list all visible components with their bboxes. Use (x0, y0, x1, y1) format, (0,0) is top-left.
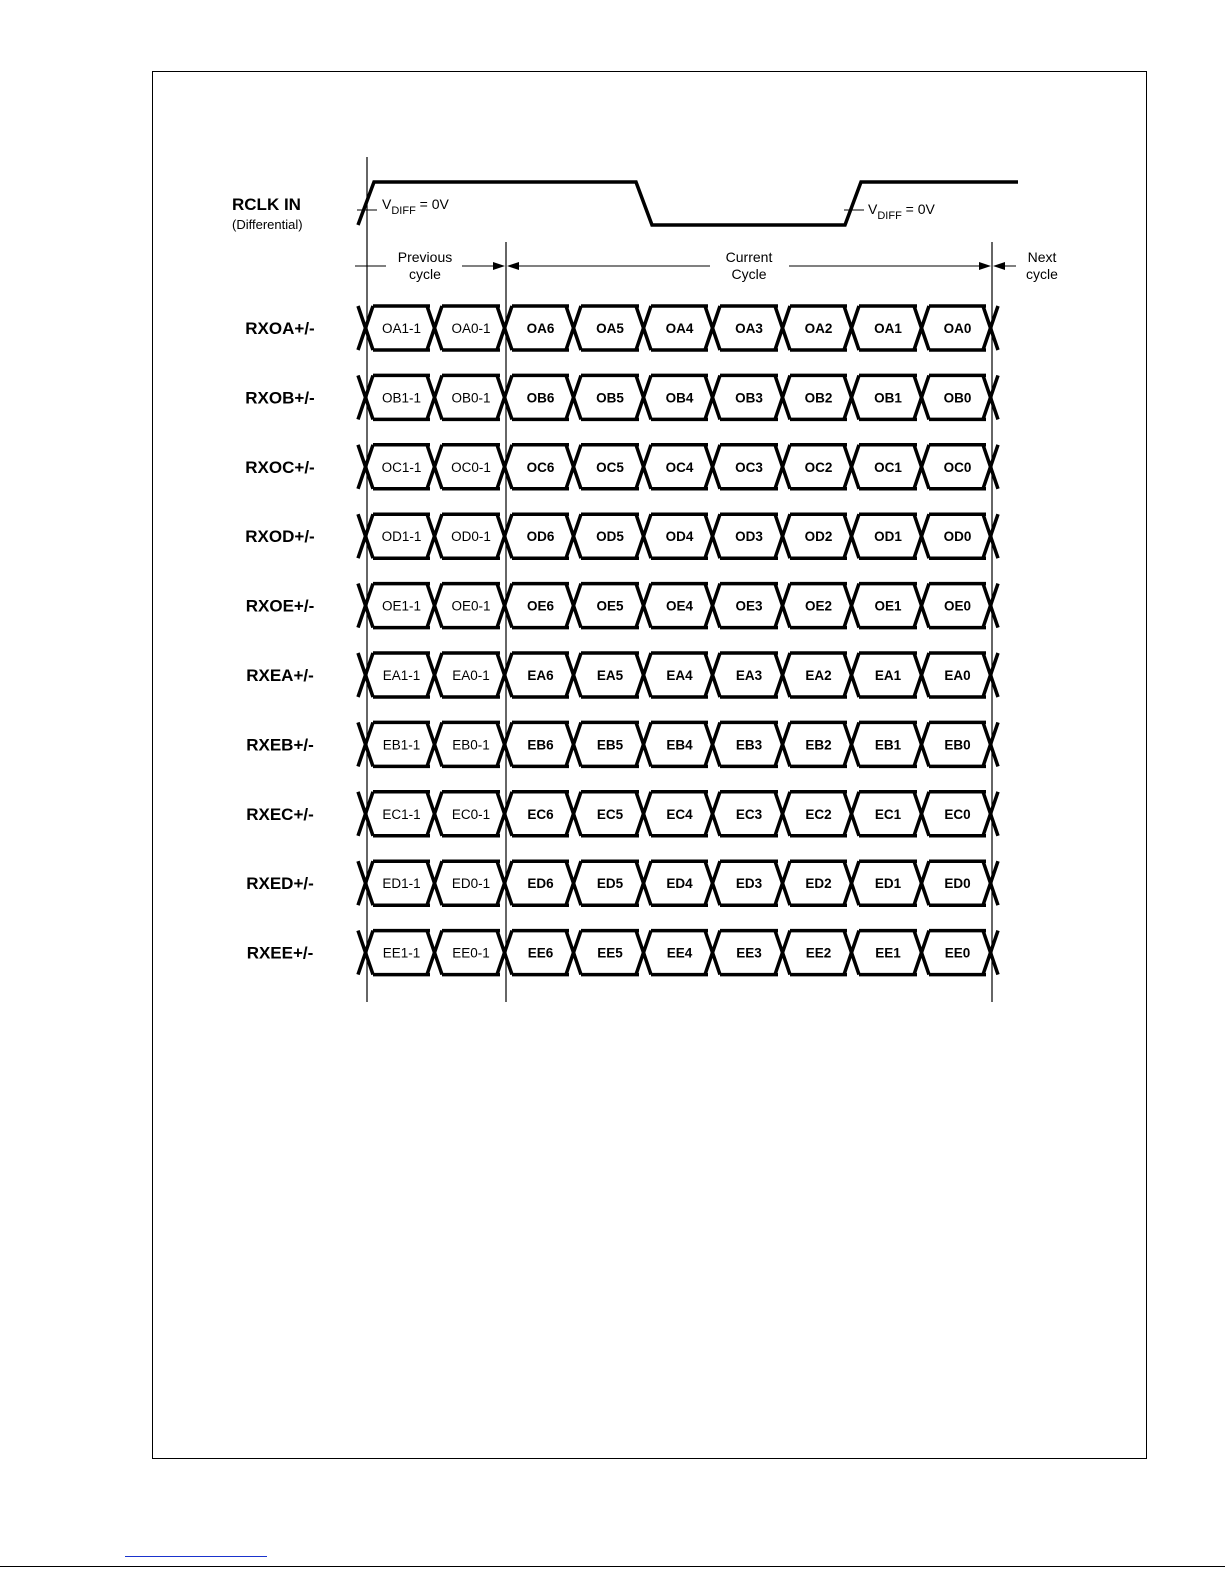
bit-label: EC0 (944, 806, 971, 822)
bit-label: ED1 (874, 876, 902, 892)
bit-label: OD5 (596, 529, 624, 545)
bit-label: OC4 (665, 459, 694, 475)
bit-label: ED1-1 (382, 876, 421, 892)
bit-label: EA3 (735, 668, 763, 683)
vdiff-rest: = 0V (901, 201, 935, 217)
previous-cycle-label: cycle (409, 266, 441, 282)
bit-label: EC6 (527, 806, 554, 822)
bit-label: EA1 (874, 668, 902, 683)
next-cycle-label: Next (1027, 249, 1057, 265)
bit-label: OC0-1 (451, 459, 491, 475)
bit-label: EB6 (527, 737, 554, 753)
bit-label: EB2 (805, 737, 832, 753)
bit-label: EC0-1 (451, 806, 491, 822)
bit-label: OA0-1 (451, 321, 491, 336)
channel-label: RXEB+/- (246, 735, 314, 755)
bit-label: EE4 (666, 945, 693, 961)
channel-label: RXOE+/- (245, 596, 315, 616)
bit-label: OC6 (526, 459, 555, 475)
current-cycle-label: Current (725, 249, 773, 265)
arrow-head (493, 262, 505, 270)
bit-label: OC1-1 (381, 459, 422, 475)
bit-label: EA4 (666, 668, 693, 683)
bit-label: EC5 (596, 806, 624, 822)
bottom-rule (0, 1566, 1225, 1567)
bit-label: OD6 (526, 529, 555, 545)
bit-label: OE0-1 (451, 598, 491, 614)
current-cycle-label: Cycle (731, 266, 767, 282)
bit-label: EE2 (805, 945, 832, 961)
bit-label: EB5 (596, 737, 624, 753)
bit-label: EE1-1 (382, 945, 421, 961)
bit-label: OB1 (874, 390, 902, 406)
bit-label: OB0-1 (451, 390, 491, 406)
vdiff-v: V (868, 201, 878, 217)
previous-cycle-label: Previous (397, 249, 453, 265)
bit-label: EA0 (944, 668, 971, 683)
bit-label: OB1-1 (381, 390, 422, 406)
bit-label: EE3 (736, 945, 762, 961)
bit-label: EC4 (666, 806, 693, 822)
bit-label: EA2 (805, 668, 832, 683)
vdiff-v: V (382, 196, 392, 212)
channel-label: RXOB+/- (245, 388, 315, 408)
channel-label: RXEA+/- (246, 666, 314, 685)
bit-label: OC2 (804, 459, 833, 475)
bit-label: ED3 (735, 876, 763, 892)
next-cycle-label: cycle (1026, 266, 1058, 282)
bit-label: EB3 (735, 737, 763, 753)
bit-label: ED2 (805, 876, 832, 892)
arrow-head (507, 262, 519, 270)
arrow-head (993, 262, 1005, 270)
bit-label: EE0 (944, 945, 971, 961)
bit-label: EE0-1 (452, 945, 490, 961)
bit-label: EE5 (597, 945, 623, 961)
bit-label: OE6 (526, 598, 555, 614)
bit-label: EC3 (735, 806, 763, 822)
bit-label: OB4 (665, 390, 694, 406)
bit-label: EA6 (527, 668, 554, 683)
bit-label: ED0-1 (451, 876, 491, 892)
bit-label: ED5 (596, 876, 624, 892)
channel-label: RXOC+/- (245, 457, 315, 477)
bit-label: OE5 (596, 598, 624, 614)
bit-label: OA1 (874, 321, 902, 336)
bit-label: OA2 (804, 321, 833, 336)
bit-label: OD0-1 (451, 529, 491, 545)
footer-link-line (125, 1556, 267, 1557)
bit-label: OB5 (596, 390, 624, 406)
bit-label: EA0-1 (452, 668, 490, 683)
bit-label: EB0 (944, 737, 971, 753)
bit-label: OB3 (735, 390, 763, 406)
channel-label: RXED+/- (246, 874, 314, 894)
bit-label: EB0-1 (452, 737, 490, 753)
bit-label: ED6 (527, 876, 554, 892)
bit-label: OE1 (874, 598, 902, 614)
bit-label: EE6 (527, 945, 554, 961)
channel-label: RXEC+/- (246, 804, 314, 824)
bit-label: OA3 (735, 321, 763, 336)
bit-label: OE1-1 (381, 598, 422, 614)
bit-label: OA6 (526, 321, 555, 336)
bit-label: OB6 (526, 390, 555, 406)
bit-label: ED0 (944, 876, 971, 892)
vdiff-sub: DIFF (877, 210, 902, 222)
bit-label: EC1-1 (382, 806, 421, 822)
clock-sub: (Differential) (232, 217, 303, 232)
bit-label: OE4 (665, 598, 694, 614)
bit-label: OD1-1 (381, 529, 422, 545)
bit-label: OD1 (874, 529, 902, 545)
channel-label: RXOA+/- (245, 319, 315, 338)
vdiff-label (382, 196, 450, 217)
bit-label: OE0 (943, 598, 972, 614)
bit-label: OC3 (735, 459, 763, 475)
bit-label: OA1-1 (381, 321, 422, 336)
bit-label: EB4 (666, 737, 693, 753)
bit-label: OB0 (943, 390, 972, 406)
bit-label: EC1 (874, 806, 902, 822)
bit-label: ED4 (666, 876, 693, 892)
bit-label: EE1 (875, 945, 901, 961)
bit-label: OC0 (943, 459, 972, 475)
bit-label: OB2 (804, 390, 833, 406)
bit-label: OA0 (943, 321, 972, 336)
bit-label: OA4 (665, 321, 694, 336)
bit-label: EA1-1 (382, 668, 421, 683)
arrow-head (979, 262, 991, 270)
bit-label: EB1 (874, 737, 902, 753)
clock-name: RCLK IN (232, 195, 301, 214)
bit-label: OD2 (804, 529, 833, 545)
bit-label: OE3 (735, 598, 763, 614)
channel-label: RXOD+/- (245, 527, 315, 547)
bit-label: OA5 (596, 321, 624, 336)
channel-label: RXEE+/- (246, 943, 314, 963)
vdiff-sub: DIFF (391, 205, 416, 217)
bit-label: EC2 (805, 806, 832, 822)
bit-label: OD3 (735, 529, 763, 545)
vdiff-label (868, 201, 936, 222)
bit-label: OD0 (943, 529, 972, 545)
bit-label: OC1 (874, 459, 902, 475)
bit-label: OC5 (596, 459, 624, 475)
bit-label: OD4 (665, 529, 694, 545)
bit-label: EA5 (596, 668, 624, 683)
bit-label: OE2 (804, 598, 833, 614)
bit-label: EB1-1 (382, 737, 421, 753)
vdiff-rest: = 0V (415, 196, 449, 212)
